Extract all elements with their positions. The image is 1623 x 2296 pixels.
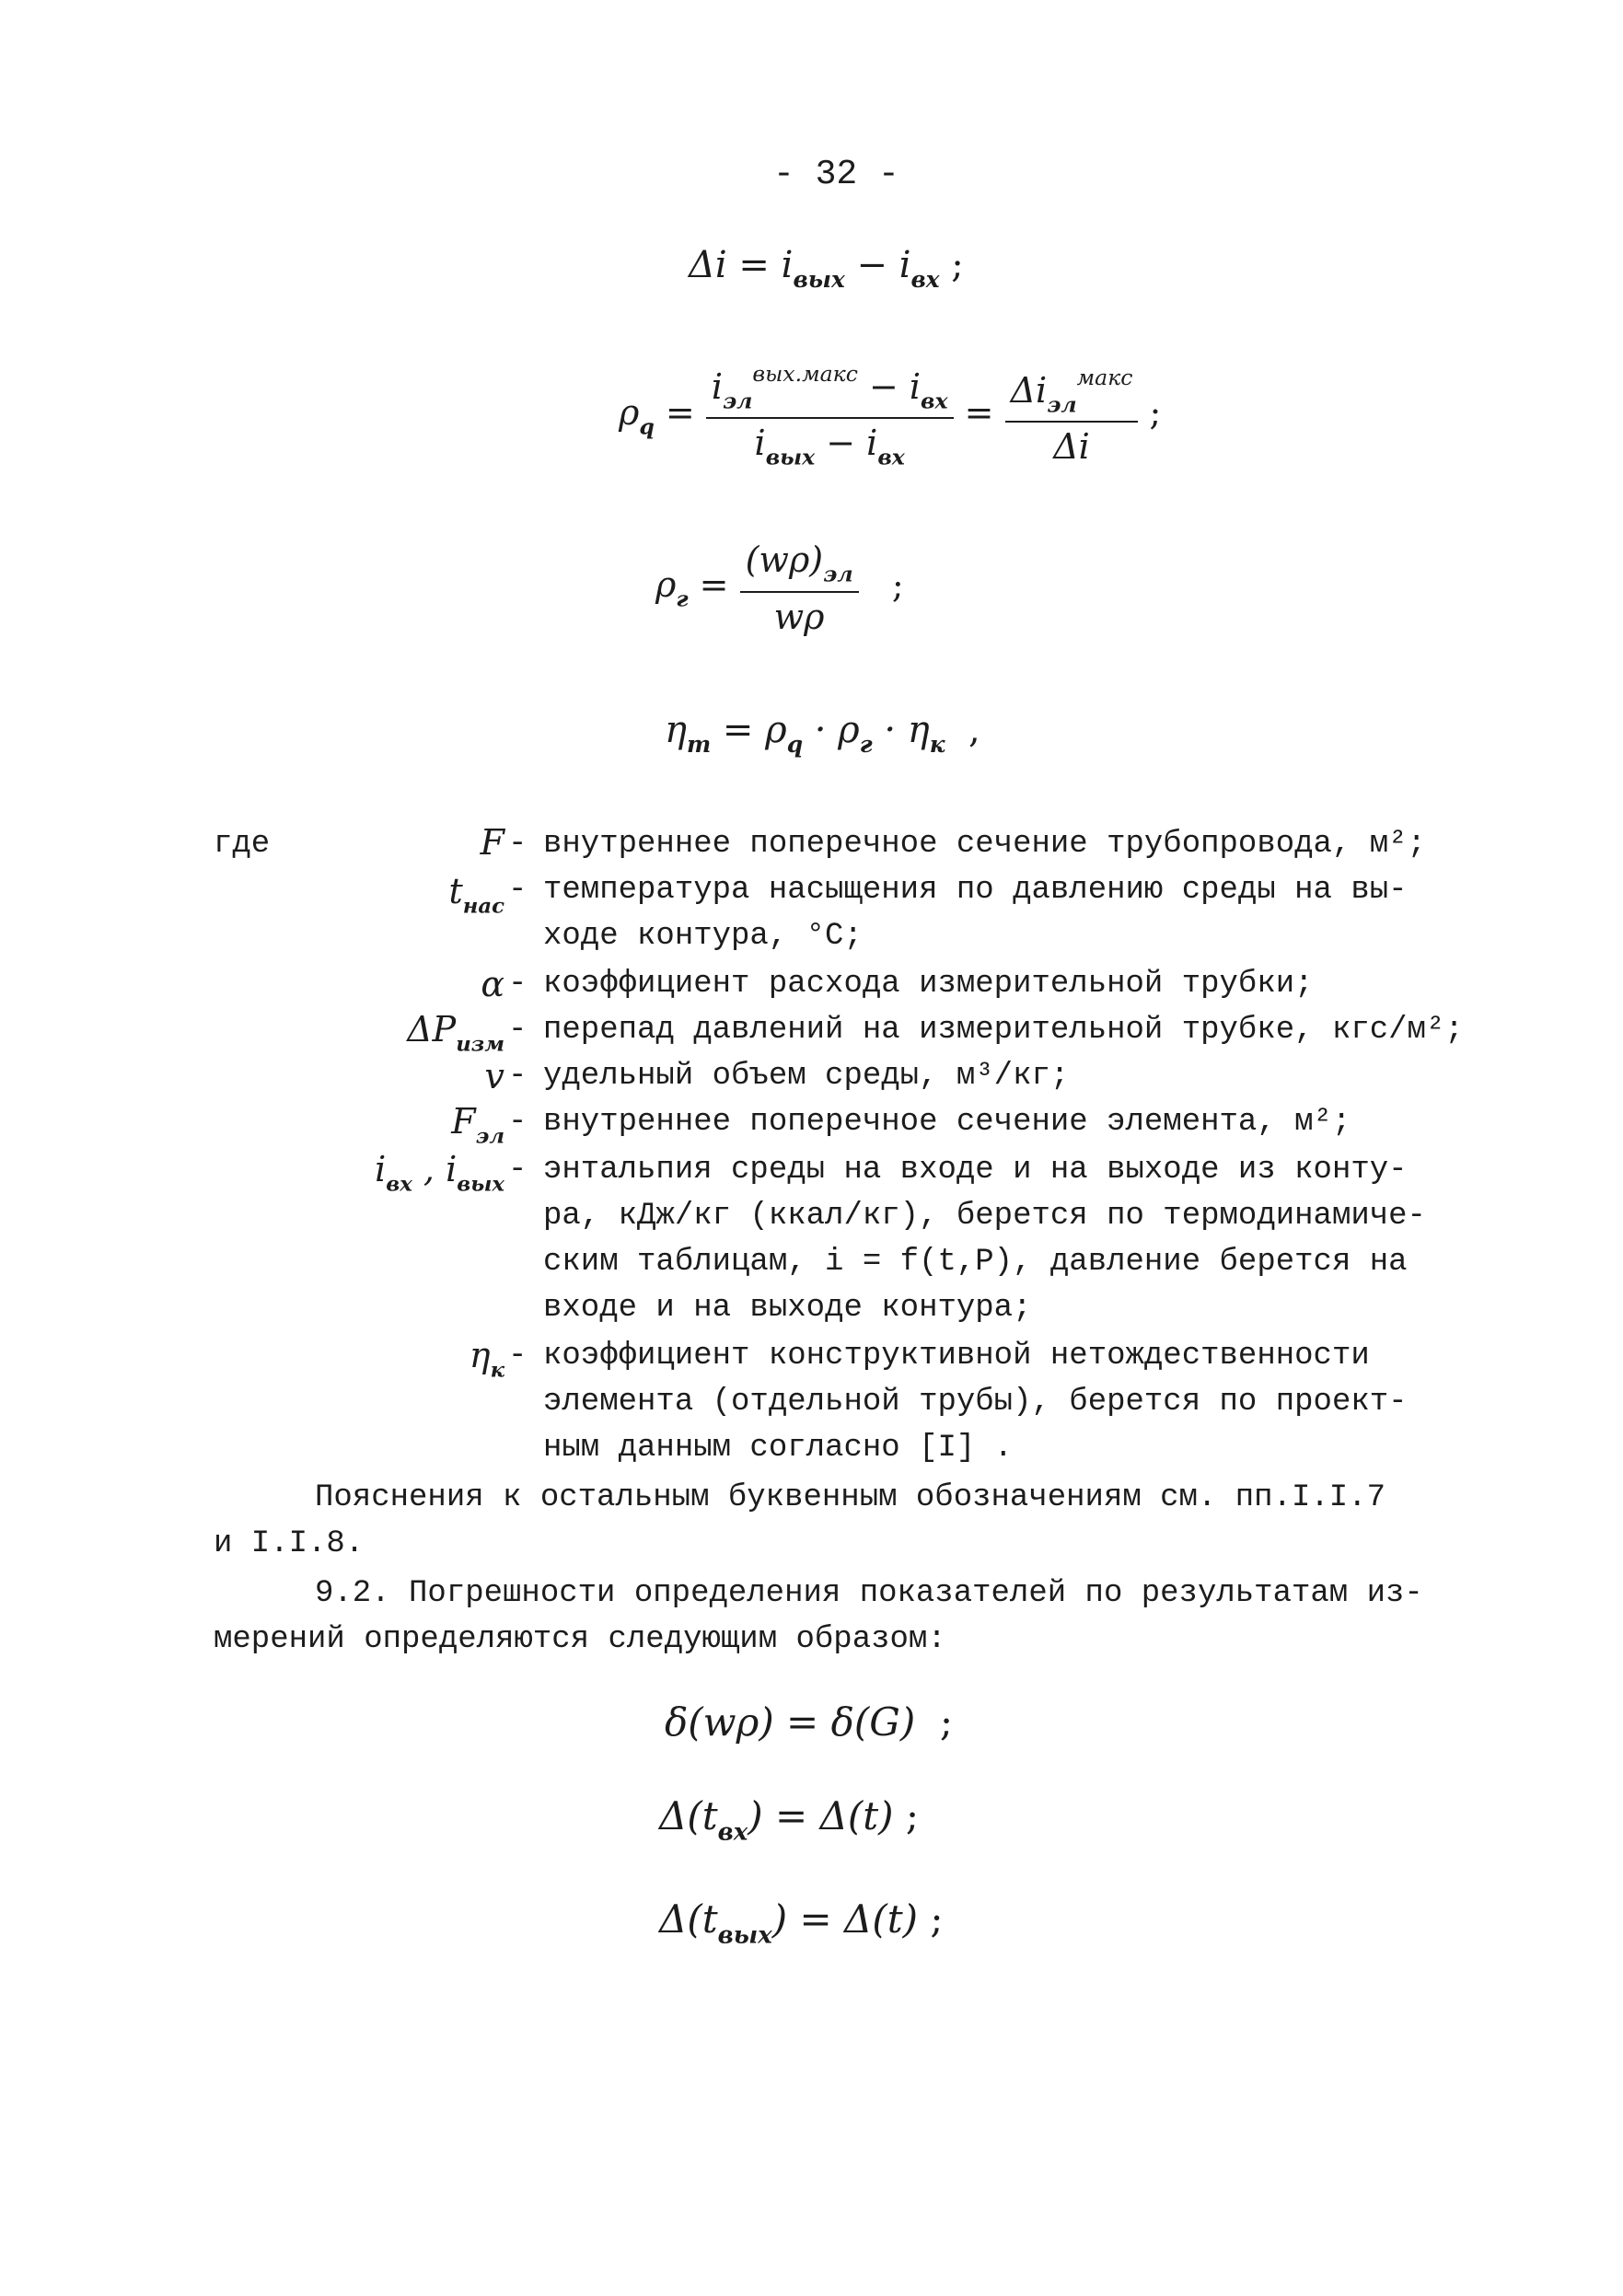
def-line: коэффициент конструктивной нетождественности: [543, 1339, 1370, 1374]
dash: -: [508, 873, 527, 908]
formula-error-t-out: $\Delta(t_{вых}) = \Delta(t)$ ;: [659, 1896, 944, 1950]
def-line: внутреннее поперечное сечение элемента, м²;: [543, 1105, 1351, 1140]
dash: -: [508, 1013, 527, 1048]
page-number: - 32 -: [773, 155, 899, 194]
dash: -: [508, 1105, 527, 1140]
symbol-F-el: $F_{эл}$: [451, 1101, 504, 1149]
where-label: где: [214, 827, 271, 862]
symbol-t-nas: $t_{нас}$: [448, 871, 504, 919]
paragraph-errors-line1: 9.2. Погрешности определения показателей по результатам из-: [315, 1576, 1423, 1611]
def-line: удельный объем среды, м³/кг;: [543, 1059, 1070, 1094]
def-line: ходе контура, °С;: [543, 919, 863, 954]
def-line: внутреннее поперечное сечение трубопровода, м²;: [543, 827, 1426, 862]
def-line: ра, кДж/кг (ккал/кг), берется по термодинамиче-: [543, 1199, 1426, 1234]
formula-rho-g: $\rho_г$ = $\frac{(w\rho)_{эл}}{w\rho}$ ;: [655, 539, 904, 637]
dash: -: [508, 827, 527, 862]
paragraph-explanations-line2: и I.I.8.: [214, 1526, 365, 1561]
def-line: входе и на выходе контура;: [543, 1291, 1032, 1326]
def-line: ским таблицам, i = f(t,P), давление берется на: [543, 1245, 1408, 1280]
symbol-alpha: α: [481, 964, 504, 1004]
symbol-v: v: [484, 1056, 504, 1096]
formula-error-t-in: $\Delta(t_{вх}) = \Delta(t)$ ;: [659, 1793, 919, 1847]
formula-error-flow: δ(wρ) = δ(G) ;: [665, 1699, 954, 1745]
paragraph-errors-line2: мерений определяются следующим образом:: [214, 1622, 946, 1657]
formula-rho-q: $\rho_q$ = $\frac{i_{эл}^{вых.макс} - i_{вх}}{i_{вых} - i_{вх}}$ = $\frac{\Delta i_{эл}^{макс}}{\Delta i}$ ;: [619, 361, 1162, 471]
def-line: элемента (отдельной трубы), берется по проект-: [543, 1385, 1408, 1420]
formula-eta-t: $\eta_т = \rho_q \cdot \rho_г \cdot \eta_к$ ,: [665, 709, 980, 759]
paragraph-explanations-line1: Пояснения к остальным буквенным обозначениям см. пп.I.I.7: [315, 1480, 1385, 1515]
def-line: ным данным согласно [I] .: [543, 1431, 1014, 1466]
def-line: перепад давлений на измерительной трубке, кгс/м²;: [543, 1013, 1464, 1048]
dash: -: [508, 1153, 527, 1188]
def-line: энтальпия среды на входе и на выходе из конту-: [543, 1153, 1408, 1188]
def-line: температура насыщения по давлению среды на вы-: [543, 873, 1408, 908]
symbol-F: F: [480, 822, 504, 863]
dash: -: [508, 1059, 527, 1094]
dash: -: [508, 967, 527, 1002]
symbol-i-in-out: $i_{вх}$ , $i_{вых}$: [375, 1149, 504, 1197]
symbol-delta-p: $\Delta P_{изм}$: [407, 1009, 504, 1057]
symbol-eta-k: $\eta_к$: [469, 1335, 504, 1383]
def-line: коэффициент расхода измерительной трубки;: [543, 967, 1314, 1002]
dash: -: [508, 1339, 527, 1374]
formula-delta-i: $\Delta i = i_{вых} - i_{вх}$ ;: [689, 244, 964, 294]
